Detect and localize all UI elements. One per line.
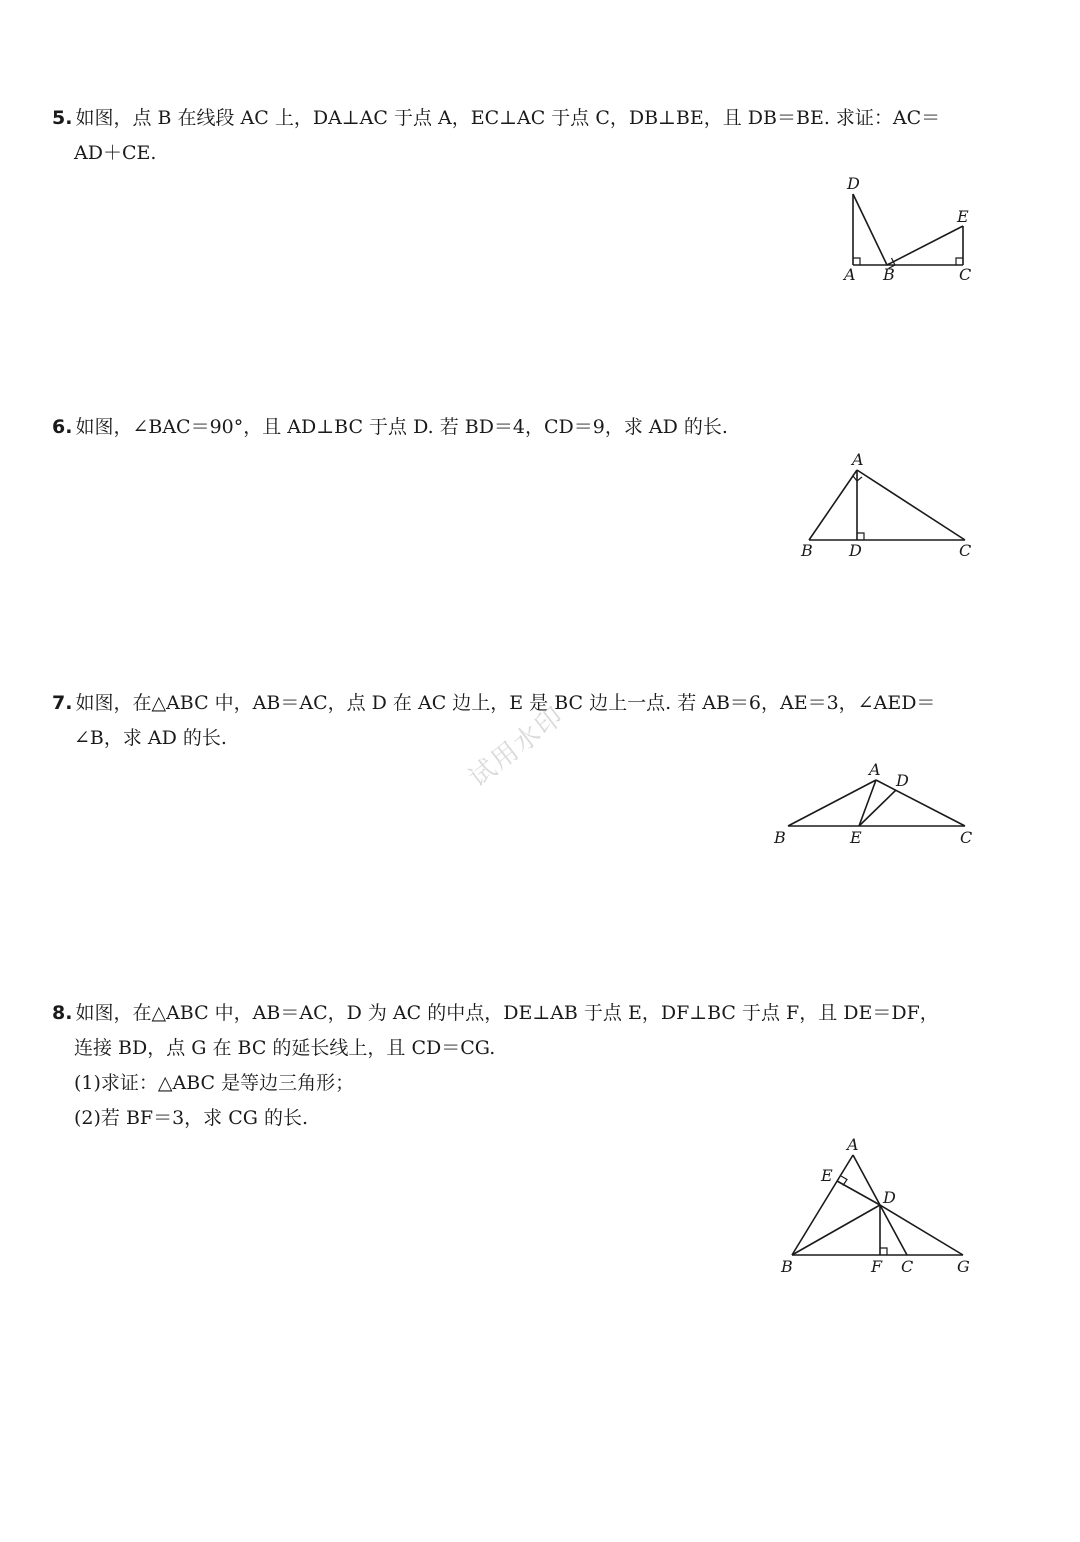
label-A: A	[847, 1135, 859, 1154]
problem-5-figure	[835, 170, 985, 290]
right-angle-A	[853, 258, 860, 265]
label-C: C	[901, 1257, 914, 1276]
label-A: A	[869, 760, 881, 779]
problem-5	[52, 101, 982, 171]
label-A: A	[844, 265, 856, 284]
problem-7-line-2: ∠B，求 AD 的长.	[74, 727, 227, 749]
label-B: B	[883, 265, 895, 284]
problem-6-line-1	[52, 410, 982, 445]
label-B: B	[781, 1257, 793, 1276]
problem-8-part-1: (1)求证：△ABC 是等边三角形；	[74, 1072, 355, 1094]
segment-AC	[857, 470, 965, 540]
segment-BD	[792, 1205, 880, 1255]
problem-8-number: 8.	[52, 1002, 73, 1024]
problem-6-number: 6.	[52, 416, 73, 438]
label-E: E	[957, 207, 969, 226]
label-E: E	[850, 828, 862, 847]
segment-ED	[859, 790, 896, 826]
label-B: B	[801, 541, 813, 560]
label-B: B	[774, 828, 786, 847]
label-D: D	[883, 1188, 896, 1207]
segment-BE	[887, 226, 963, 265]
right-angle-D	[857, 533, 864, 540]
label-C: C	[959, 265, 972, 284]
segment-DB	[853, 194, 887, 265]
segment-BA	[788, 780, 876, 826]
problem-8-part-2: (2)若 BF＝3，求 CG 的长.	[74, 1107, 309, 1129]
right-angle-C	[956, 258, 963, 265]
problem-7-number: 7.	[52, 692, 73, 714]
problem-5-number: 5.	[52, 107, 73, 129]
label-D: D	[896, 771, 909, 790]
problem-8-line-1	[52, 996, 982, 1031]
watermark: 试用水印	[463, 700, 571, 794]
label-E: E	[821, 1166, 833, 1185]
problem-7-text-1: 如图，在△ABC 中，AB＝AC，点 D 在 AC 边上，E 是 BC 边上一点. 若 AB＝6，AE＝3，∠AED＝	[75, 692, 936, 714]
problem-7-figure	[770, 758, 980, 853]
label-A: A	[852, 450, 864, 469]
problem-6-text-1: 如图，∠BAC＝90°，且 AD⊥BC 于点 D. 若 BD＝4，CD＝9，求 AD 的长.	[75, 416, 728, 438]
label-D: D	[847, 174, 860, 193]
label-G: G	[957, 1257, 970, 1276]
problem-8-text-1: 如图，在△ABC 中，AB＝AC，D 为 AC 的中点，DE⊥AB 于点 E，DF⊥BC 于点 F，且 DE＝DF，	[75, 1002, 939, 1024]
label-C: C	[960, 828, 973, 847]
label-F: F	[871, 1257, 883, 1276]
right-angle-F	[880, 1248, 887, 1255]
segment-DG	[880, 1205, 963, 1255]
problem-7-line-1	[52, 686, 982, 721]
problem-6	[52, 410, 982, 445]
problem-6-figure	[795, 448, 985, 563]
label-C: C	[959, 541, 972, 560]
segment-BA	[809, 470, 857, 540]
label-D: D	[849, 541, 862, 560]
problem-8-line-2: 连接 BD，点 G 在 BC 的延长线上，且 CD＝CG.	[74, 1037, 496, 1059]
problem-5-line-2: AD＋CE.	[74, 142, 157, 164]
problem-5-line-1	[52, 101, 982, 136]
problem-5-text-1: 如图，点 B 在线段 AC 上，DA⊥AC 于点 A，EC⊥AC 于点 C，DB⊥BE，且 DB＝BE. 求证：AC＝	[75, 107, 941, 129]
problem-8-figure	[775, 1133, 980, 1283]
problem-8	[52, 996, 982, 1136]
segment-AC	[876, 780, 965, 826]
